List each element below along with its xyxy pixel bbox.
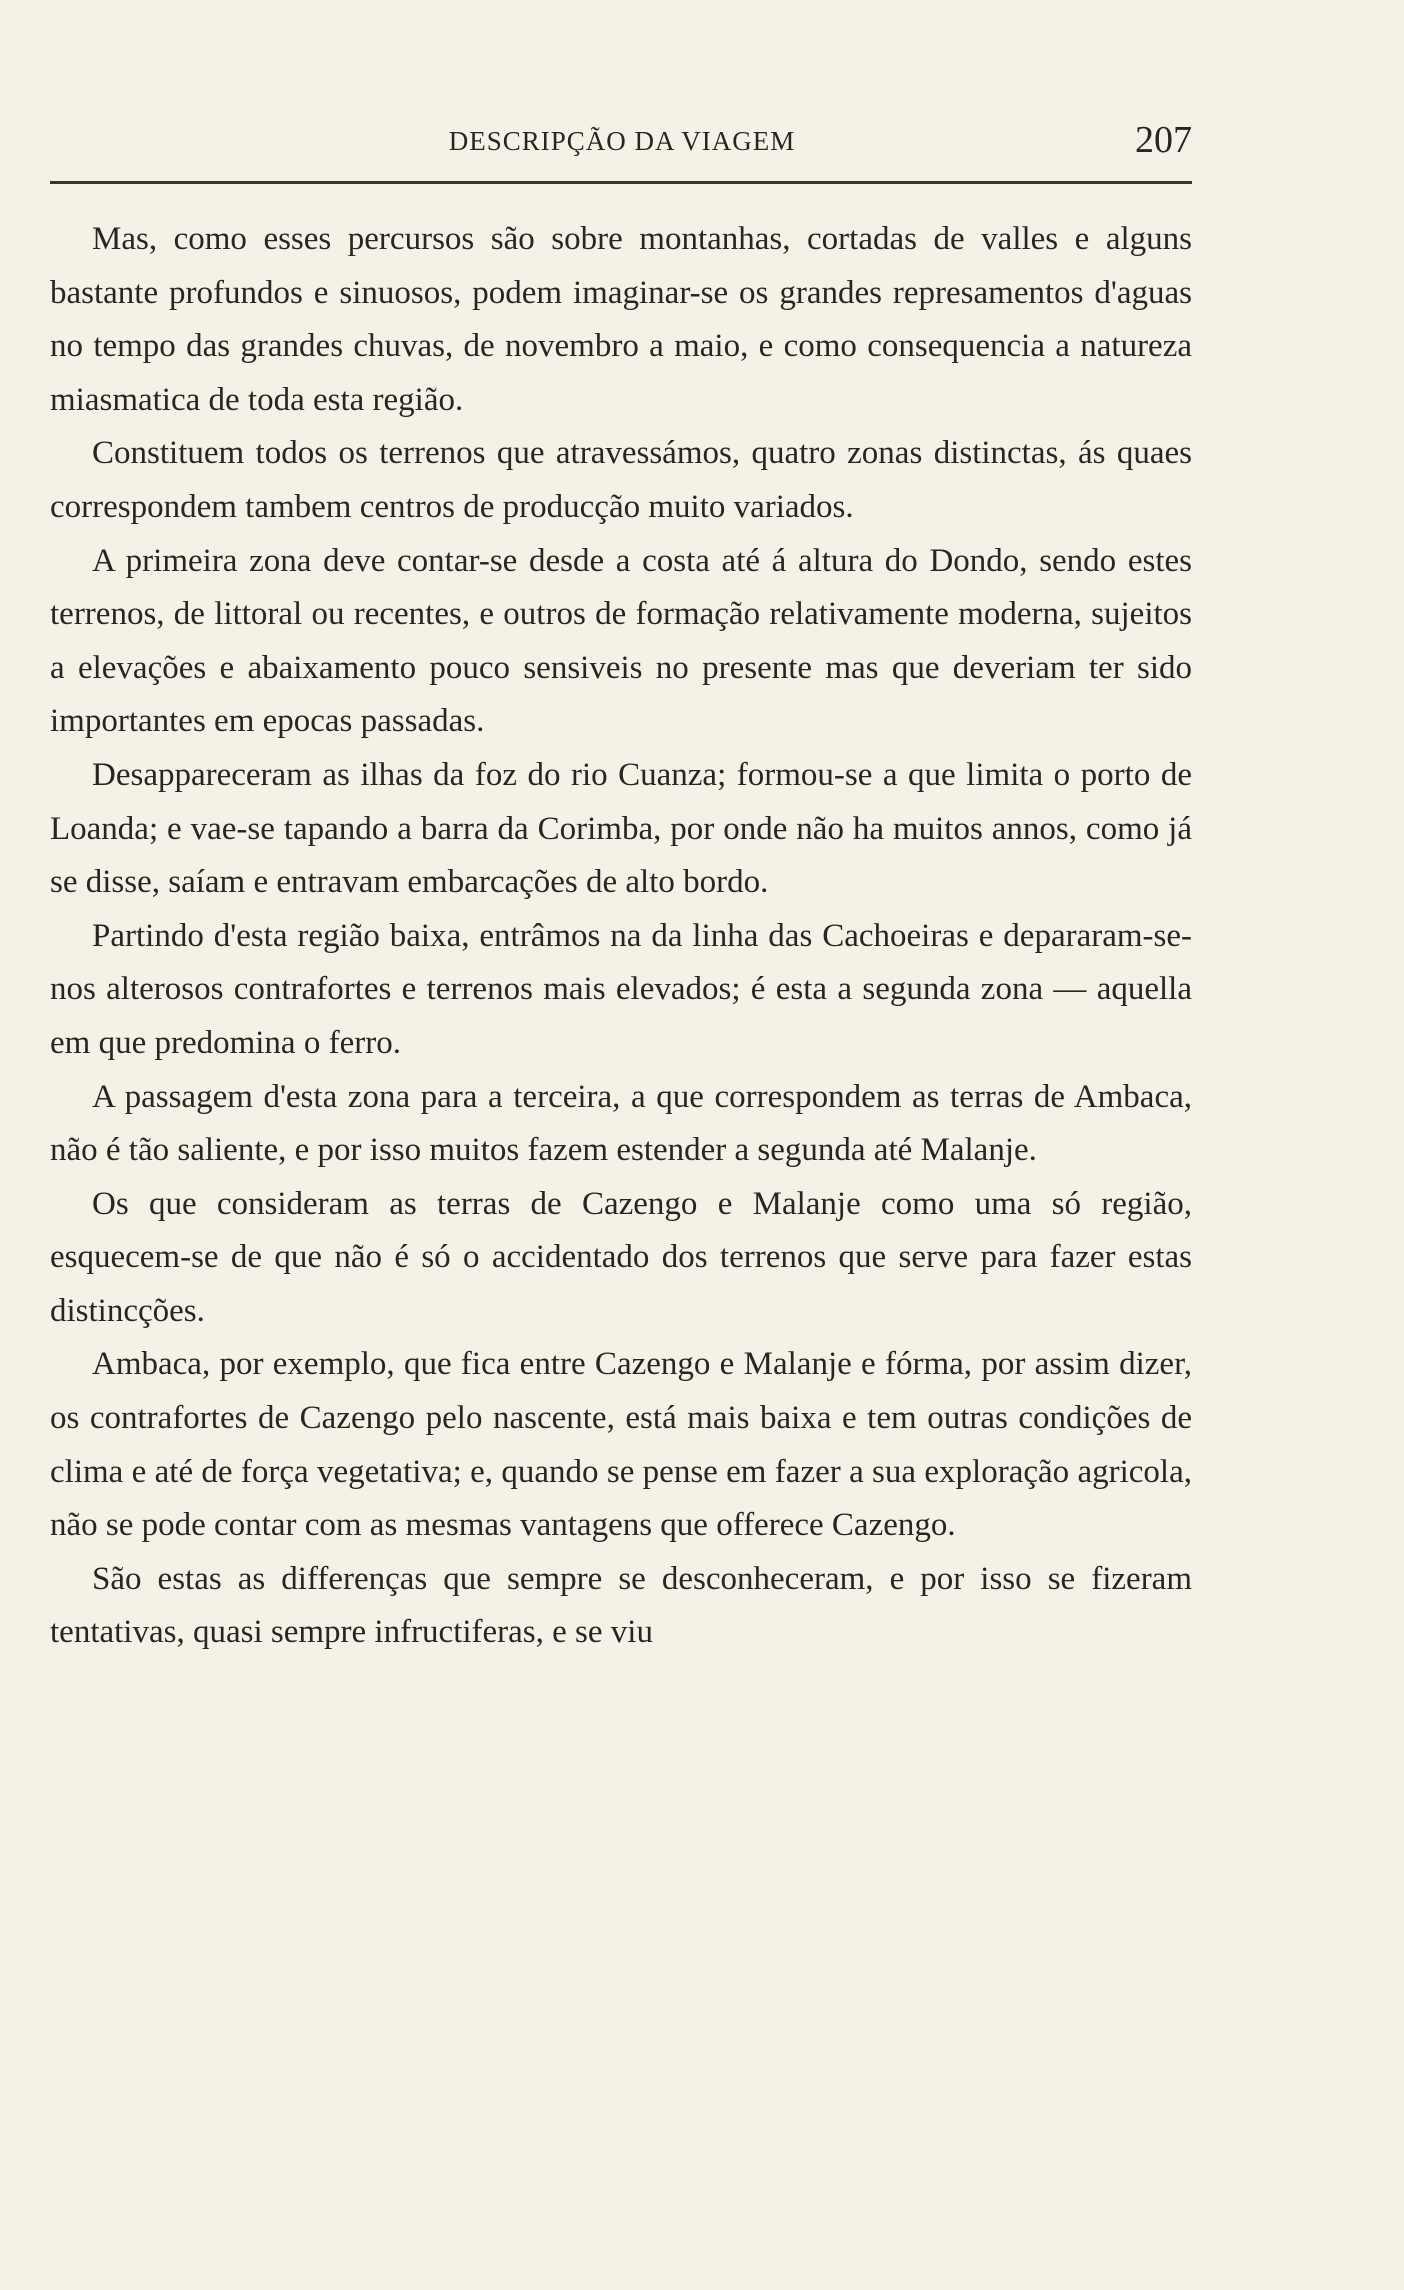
paragraph: Mas, como esses percursos são sobre montanhas, cortadas de valles e alguns bastante profundos e sinuosos, podem imaginar-se os grandes represamentos d'aguas no tempo das grandes chuvas, de novembro a maio, e como consequencia a natureza miasmatica de toda esta região. — [50, 221, 1192, 418]
body-text — [50, 213, 1192, 1660]
paragraph: São estas as differenças que sempre se desconheceram, e por isso se fizeram tentativas, quasi sempre infructiferas, e se viu — [50, 1560, 1192, 1651]
paragraph: Partindo d'esta região baixa, entrâmos na da linha das Cachoeiras e depararam-se-nos alterosos contrafortes e terrenos mais elevados; é esta a segunda zona — aquella em que predomina o ferro. — [50, 917, 1192, 1061]
paragraph: Constituem todos os terrenos que atravessámos, quatro zonas distinctas, ás quaes correspondem tambem centros de producção muito variados. — [50, 435, 1192, 525]
page-header — [52, 118, 1192, 166]
page-number: 207 — [1135, 119, 1192, 161]
header-rule — [50, 181, 1192, 184]
paragraph: Os que consideram as terras de Cazengo e Malanje como uma só região, esquecem-se de que não é só o accidentado dos terrenos que serve para fazer estas distincções. — [50, 1185, 1192, 1329]
paragraph: Ambaca, por exemplo, que fica entre Cazengo e Malanje e fórma, por assim dizer, os contrafortes de Cazengo pelo nascente, está mais baixa e tem outras condições de clima e até de força vegetativa; e, quando se pense em fazer a sua exploração agricola, não se pode contar com as mesmas vantagens que offerece Cazengo. — [50, 1346, 1192, 1544]
running-title: DESCRIPÇÃO DA VIAGEM — [448, 126, 796, 156]
paragraph: Desappareceram as ilhas da foz do rio Cuanza; formou-se a que limita o porto de Loanda; e vae-se tapando a barra da Corimba, por onde não ha muitos annos, como já se disse, saíam e entravam embarcações de alto bordo. — [50, 756, 1192, 901]
paragraph: A primeira zona deve contar-se desde a costa até á altura do Dondo, sendo estes terrenos, de littoral ou recentes, e outros de formação relativamente moderna, sujeitos a elevações e abaixamento pouco sensiveis no presente mas que deveriam ter sido importantes em epocas passadas. — [50, 542, 1192, 740]
paragraph: A passagem d'esta zona para a terceira, a que correspondem as terras de Ambaca, não é tão saliente, e por isso muitos fazem estender a segunda até Malanje. — [50, 1078, 1192, 1169]
